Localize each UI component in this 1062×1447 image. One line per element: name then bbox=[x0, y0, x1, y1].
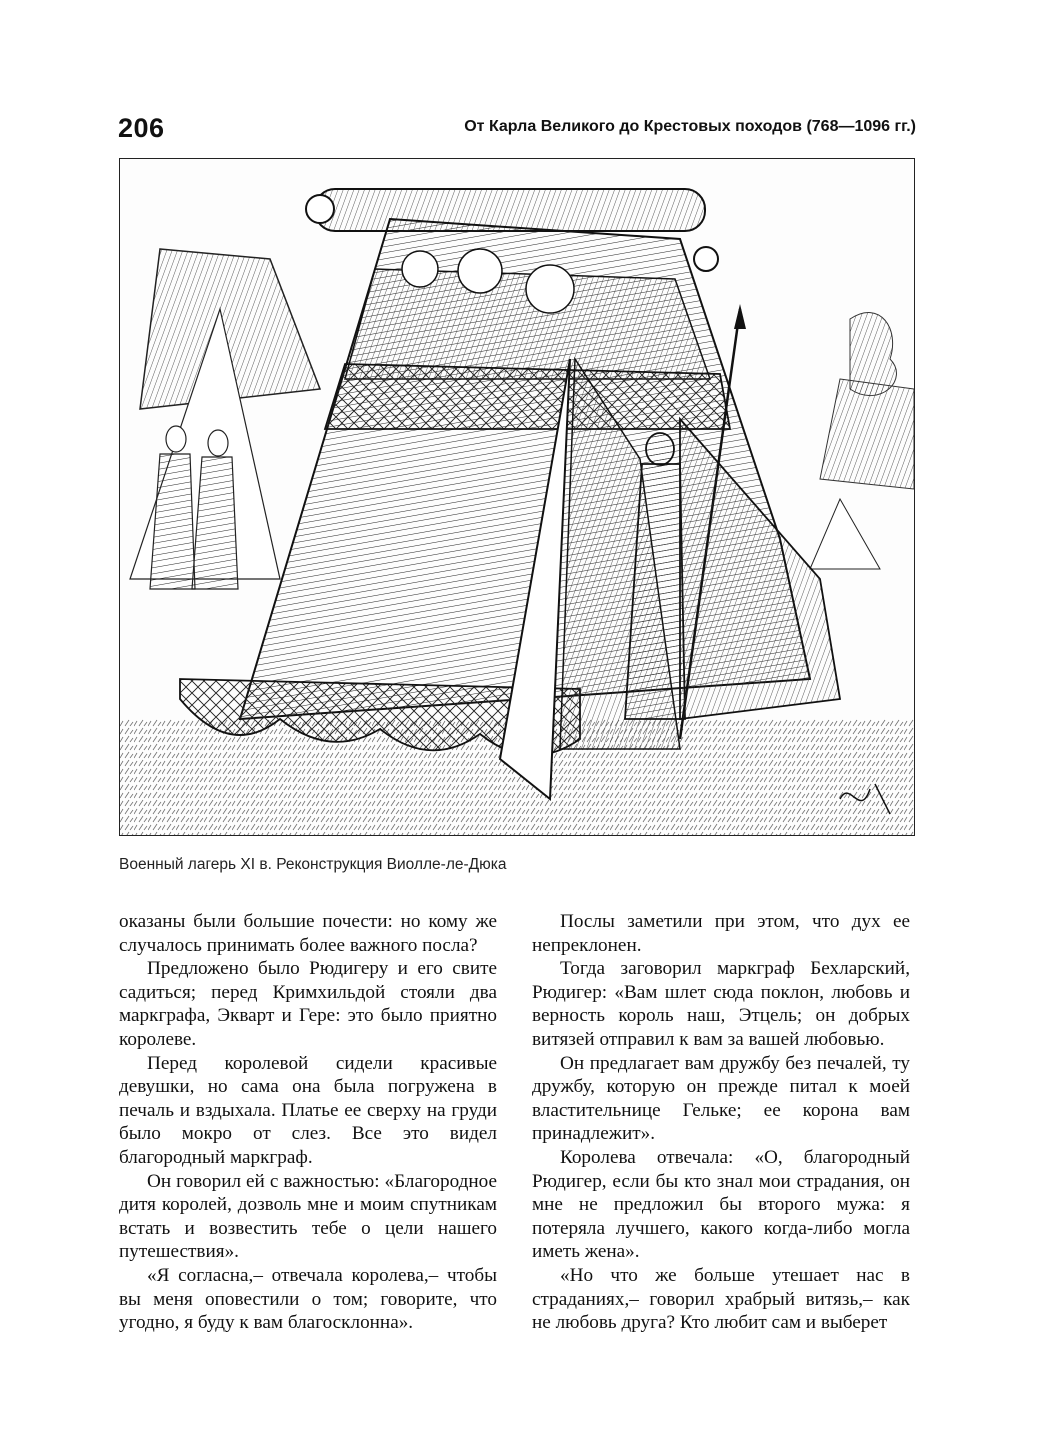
paragraph: «Но что же больше утешает нас в страданиях,– говорил храбрый витязь,– как не любовь друга? Кто любит сам и выберет bbox=[532, 1264, 910, 1334]
engraving-figure bbox=[119, 158, 915, 836]
paragraph: Послы заметили при этом, что дух ее непреклонен. bbox=[532, 911, 910, 956]
paragraph: Предложено было Рюдигеру и его свите садиться; перед Кримхильдой стояли два маркграфа, Экварт и Гере: это было приятно королеве. bbox=[119, 958, 497, 1050]
paragraph: Королева отвечала: «О, благородный Рюдигер, если бы кто знал мои страдания, он мне не предложил бы второго мужа: я потеряла лучшего, какого когда-либо могла иметь жена». bbox=[532, 1146, 910, 1263]
left-column bbox=[119, 910, 497, 1335]
running-title: От Карла Великого до Крестовых походов (768—1096 гг.) bbox=[464, 118, 916, 135]
page-number: 206 bbox=[118, 113, 165, 143]
paragraph: оказаны были большие почести: но кому же случалось принимать более важного посла? bbox=[119, 911, 497, 956]
paragraph: Перед королевой сидели красивые девушки, но сама она была погружена в печаль и вздыхала. Платье ее сверху на груди было мокро от слез. Все это видел благородный маркграф. bbox=[119, 1052, 497, 1168]
military-camp-illustration bbox=[120, 159, 914, 835]
paragraph: Он предлагает вам дружбу без печалей, ту дружбу, которую он прежде питал к моей властительнице Гельке; ее корона вам принадлежит». bbox=[532, 1052, 910, 1145]
figure-caption: Военный лагерь XI в. Реконструкция Виолле-ле-Дюка bbox=[119, 856, 507, 873]
paragraph: Он говорил ей с важностью: «Благородное дитя королей, дозволь мне и моим спутникам встать и возвестить тебе о цели нашего путешествия». bbox=[119, 1170, 497, 1263]
paragraph: Тогда заговорил маркграф Бехларский, Рюдигер: «Вам шлет сюда поклон, любовь и верность король наш, Этцель; он добрых витязей отправил к вам за вашей любовью. bbox=[532, 958, 910, 1050]
right-column bbox=[532, 910, 910, 1335]
paragraph: «Я согласна,– отвечала королева,– чтобы вы меня оповестили о том; говорите, что угодно, я буду к вам благосклонна». bbox=[119, 1264, 497, 1334]
